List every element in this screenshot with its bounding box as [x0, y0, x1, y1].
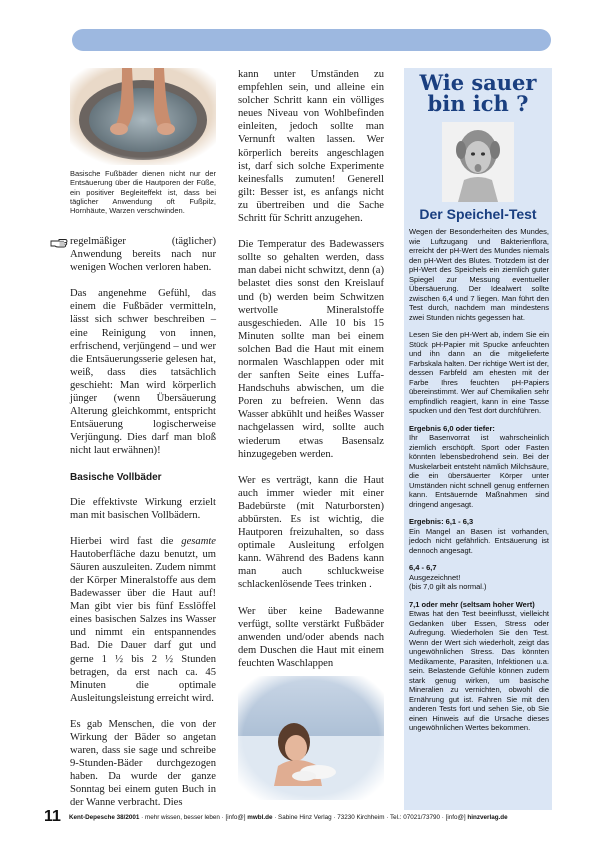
result-heading: Ergebnis 6,0 oder tiefer: — [409, 423, 495, 433]
sidebar-body — [409, 227, 549, 741]
result-text: Ausgezeichnet! — [409, 572, 461, 582]
publication-name: Kent-Depesche 38/2001 — [69, 814, 140, 821]
paragraph: kann unter Umständen zu empfehlen sein, und alleine ein solcher Schritt kann ein völliges neues Niveau von Wohlbefinden einleiten, jedoch sollte man Vernunft walten lassen. Wer körperlich bereits angeschlagen ist, darf sich solche Experimente keinesfalls zumuten! Generell gilt: Besser ist, es anfangs nicht zu übertreiben und die Sache Schritt für Schritt anzugehen. — [238, 69, 384, 225]
result-text: Ein Mangel an Basen ist vorhanden, jedoch nicht gefährlich. Entsäuerung ist dennoch angesagt. — [409, 526, 549, 555]
paragraph: Es gab Menschen, die von der Wirkung der Bäder so angetan waren, dass sie sage und schreibe 9-Stunden-Bäder durchgezogen haben. Da wurde der ganze Sonntag bei einem guten Buch in der Wanne verbracht. Dies — [70, 718, 216, 809]
sidebar-title-line: Wie sauer — [419, 70, 537, 95]
sidebar-title — [404, 72, 552, 114]
paragraph: Die Temperatur des Badewassers sollte so gehalten werden, dass man dabei nicht schwitzt, denn (a) belastet dies sonst den Kreislauf und (b) werden beim Schwitzen wertvolle Mineralstoffe ausgeschieden. Alle 10 bis 15 Minuten sollte man bei einem solchen Bad die Haut mit einem normalen Waschlappen oder mit der sanften Seite eines Luffa-Handschuhs abwischen, um die Poren zu befreien. Wenn das Wasser abkühlt und heißes Wasser nachgelassen wird, sollte auch wiederum etwas Basensalz hinzugegeben werden. — [238, 239, 384, 460]
footer-segment: · mehr wissen, besser leben · [info@] — [139, 814, 248, 821]
result-heading: Ergebnis: 6,1 - 6,3 — [409, 517, 474, 526]
emphasis: gesamte — [181, 535, 216, 547]
result-note: (bis 7,0 gilt als normal.) — [409, 582, 487, 591]
paragraph — [70, 535, 216, 705]
article-column-1 — [70, 235, 216, 810]
paragraph: regelmäßiger (täglicher) Anwendung bereits nach nur wenigen Wochen verloren haben. — [70, 236, 216, 274]
bath-photo — [238, 676, 384, 800]
result-heading: 7,1 oder mehr (seltsam hoher Wert) — [409, 599, 535, 609]
page-number: 11 — [44, 808, 61, 825]
result-block — [409, 424, 549, 510]
girl-tongue-photo — [442, 122, 514, 202]
footer-segment: · Sabine Hinz Verlag · 73230 Kirchheim · Tel.: 07021/73790 · [info@] — [272, 814, 468, 821]
text-span: Hierbei wird fast die — [70, 535, 182, 547]
footer-link[interactable]: mwbl.de — [247, 814, 273, 821]
photo-caption: Basische Fußbäder dienen nicht nur der Entsäuerung über die Hautporen der Füße, ein positiver Begleiteffekt ist, dass bei täglicher Anwendung oft Fußpilz, Hornhäute, Warzen verschwinden. — [70, 169, 216, 216]
footer-link[interactable]: hinzverlag.de — [467, 814, 508, 821]
sidebar-paragraph: Lesen Sie den pH-Wert ab, indem Sie ein Stück pH-Papier mit Spucke anfeuchten und ihn dann an die mitgelieferte Farbskala halten. Der richtige Wert ist der, dessen Farbfeld am ehesten mit der Farbe Ihres feuchten pH-Papiers übereinstimmt. Wer auf Chemikalien sehr empfindlich reagiert, kann in eine Tasse spucken und den Test dort durchführen. — [409, 330, 549, 415]
text-span: Hautoberfläche dazu benutzt, um Säuren auszuleiten. Zudem nimmt der Körper Mineralstoffe aus dem Badewasser über die Haut auf! Man gibt vier bis fünf Esslöffel eines basischen Salzes ins Wasser und nimmt ein entspannendes Bad. Die Dauer darf gut und gerne 1 ½ bis 2 ½ Stunden betragen, da erst nach ca. 45 Minuten die optimale Ausleitungsleistung erreicht wird. — [70, 548, 216, 704]
result-block — [409, 563, 549, 592]
paragraph: Das angenehme Gefühl, das einem die Fußbäder vermitteln, lässt sich schwer beschreiben – eine Reinigung von innen, erfrischend, verjüngend – und wer die Entsäuerungsserie gelesen hat, weiß, dass dies tatsächlich geschieht: Man wird körperlich jünger (wenn Übersäuerung Alterung gleichkommt, entspricht Entsäuerung logischerweise Verjüngung. Dies darf man bloß nicht laut erwähnen)! — [70, 288, 216, 457]
page-footer — [44, 808, 552, 828]
result-text: Etwas hat den Test beeinflusst, vielleicht Gedanken über Essen, Stress oder Aufregung. Wiederholen Sie den Test. Wenn der Wert sich wiederholt, zeigt das ungewöhnlichen Stress. Das könnten Medikamente, Parasiten, Infektionen u.a. sein. Belastende Gefühle können zudem stark genug wirken, um basische Mineralien zu vernichten, obwohl die Ernährung gut ist. Fahren Sie mit den anderen Tests fort und sehen Sie, ob Sie einen Hinweis auf die Ursache dieses ungewöhnlichen Wertes bekommen. — [409, 609, 549, 732]
paragraph: Die effektivste Wirkung erzielt man mit basischen Vollbädern. — [70, 496, 216, 521]
pointing-hand-icon — [50, 236, 68, 248]
foot-bath-photo — [70, 68, 216, 165]
result-heading: 6,4 - 6,7 — [409, 563, 437, 572]
sidebar-heading: Der Speichel-Test — [419, 206, 537, 222]
result-block — [409, 600, 549, 733]
result-text: Ihr Basenvorrat ist wahrscheinlich ziemlich erschöpft. Sport oder Fasten könnten lebensbedrohend sein. Bei der Muskelarbeit entsteht nämlich Milchsäure, die ein übersäuerter Körper unter Umständen nicht schnell genug entfernen kann. Entsäuernde Maßnahmen sind dringend angesagt. — [409, 433, 549, 509]
article-column-2 — [238, 68, 384, 670]
paragraph: Wer über keine Badewanne verfügt, sollte verstärkt Fußbäder anwenden und/oder abends nach dem Duschen die Haut mit einem feuchten Waschlappen — [238, 605, 384, 669]
paragraph: Wer es verträgt, kann die Haut auch immer wieder mit einer Badebürste (mit Naturborsten) abbürsten. Es ist wichtig, die Hautporen freizuhalten, so dass optimale Ausleitung erfolgen kann. Während des Badens kann man auch schluckweise schlackenlösende Tees trinken . — [238, 474, 384, 591]
sidebar-title-line: bin ich ? — [427, 91, 529, 116]
sidebar-paragraph: Wegen der Besonderheiten des Mundes, wie Luftzugang und Bakterienflora, erreicht der pH-Wert des Mundes niemals den pH-Wert des Blutes. Trotzdem ist der pH-Wert des Speichels ein ziemlich guter Spiegel zur Messung eventueller Übersäuerung. Der Idealwert sollte zwischen 6,4 und 7 liegen. Man führt den Test durch, nachdem man mindestens zwei Stunden nichts gegessen hat. — [409, 227, 549, 322]
footer-text — [69, 814, 508, 822]
section-heading: Basische Vollbäder — [70, 471, 162, 483]
result-block — [409, 517, 549, 555]
header-bar — [72, 29, 551, 51]
